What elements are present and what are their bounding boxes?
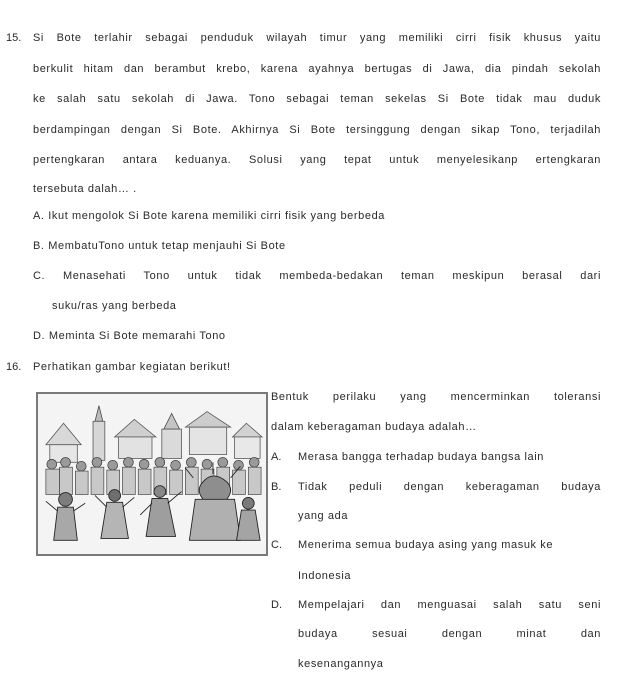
q16-option-d-continued: budaya sesuai dengan minat dan <box>298 628 601 640</box>
q16-option-d-letter: D. <box>271 599 282 611</box>
q16-option-c-letter: C. <box>271 539 282 551</box>
q15-text-line-2: berkulit hitam dan berambut krebo, karena ayahnya bertugas di Jawa, dia pindah sekolah <box>33 63 601 75</box>
q16-option-a-letter: A. <box>271 451 282 463</box>
q15-number: 15. <box>6 32 22 44</box>
q15-text-line-6: tersebuta dalah… . <box>33 183 137 195</box>
q16-option-d-continued-2: kesenangannya <box>298 658 384 670</box>
q16-stem-line-2: dalam keberagaman budaya adalah… <box>271 421 477 433</box>
q16-option-a[interactable]: Merasa bangga terhadap budaya bangsa lain <box>298 451 544 463</box>
q15-option-b[interactable]: B. MembatuTono untuk tetap menjauhi Si Bote <box>33 240 286 252</box>
q16-option-b-letter: B. <box>271 481 282 493</box>
q15-text-line-1: Si Bote terlahir sebagai penduduk wilayah timur yang memiliki cirri fisik khusus yaitu <box>33 32 601 44</box>
q16-number: 16. <box>6 361 22 373</box>
q16-option-c-continued: Indonesia <box>298 570 352 582</box>
q16-option-b[interactable]: Tidak peduli dengan keberagaman budaya <box>298 481 601 493</box>
cultural-activity-illustration <box>36 392 268 556</box>
q16-prompt: Perhatikan gambar kegiatan berikut! <box>33 361 231 373</box>
q15-option-d[interactable]: D. Meminta Si Bote memarahi Tono <box>33 330 226 342</box>
q15-text-line-5: pertengkaran antara keduanya. Solusi yang tepat untuk menyelesikanp ertengkaran <box>33 154 601 166</box>
q15-text-line-3: ke salah satu sekolah di Jawa. Tono sebagai teman sekelas Si Bote tidak mau duduk <box>33 93 601 105</box>
q16-option-d[interactable]: Mempelajari dan menguasai salah satu seni <box>298 599 601 611</box>
q16-option-b-continued: yang ada <box>298 510 349 522</box>
q16-stem-line-1: Bentuk perilaku yang mencerminkan toleransi <box>271 391 601 403</box>
q16-option-c[interactable]: Menerima semua budaya asing yang masuk ke <box>298 539 554 551</box>
q15-text-line-4: berdampingan dengan Si Bote. Akhirnya Si Bote tersinggung dengan sikap Tono, terjadilah <box>33 124 601 136</box>
q15-option-c[interactable]: C. Menasehati Tono untuk tidak membeda-bedakan teman meskipun berasal dari <box>33 270 601 282</box>
q15-option-c-continued: suku/ras yang berbeda <box>52 300 177 312</box>
q15-option-a[interactable]: A. Ikut mengolok Si Bote karena memiliki cirri fisik yang berbeda <box>33 210 386 222</box>
